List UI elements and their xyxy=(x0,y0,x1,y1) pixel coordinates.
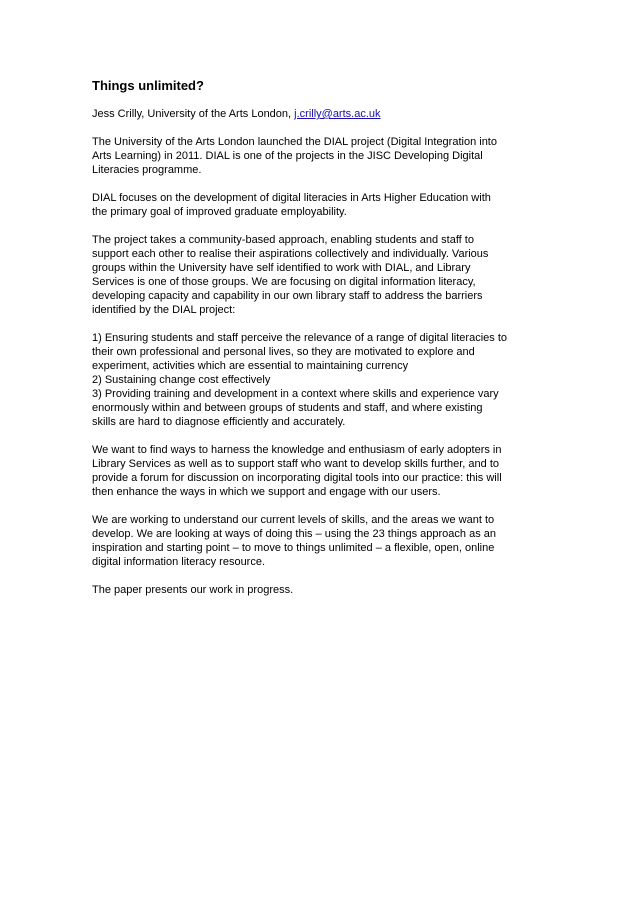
text-line: the primary goal of improved graduate employability. xyxy=(92,206,347,218)
paragraph-intro xyxy=(92,135,562,177)
text-line: Services is one of those groups. We are focusing on digital information literacy, xyxy=(92,276,476,288)
text-line: We want to find ways to harness the knowledge and enthusiasm of early adopters in xyxy=(92,444,502,456)
text-line: identified by the DIAL project: xyxy=(92,304,236,316)
list-line: skills are hard to diagnose efficiently and accurately. xyxy=(92,416,346,428)
text-line: DIAL focuses on the development of digital literacies in Arts Higher Education with xyxy=(92,192,491,204)
text-line: inspiration and starting point – to move to things unlimited – a flexible, open, online xyxy=(92,542,495,554)
paragraph-focus xyxy=(92,191,562,219)
text-line: digital information literacy resource. xyxy=(92,556,266,568)
text-line: groups within the University have self identified to work with DIAL, and Library xyxy=(92,262,471,274)
text-line: Library Services as well as to support staff who want to develop skills further, and to xyxy=(92,458,499,470)
list-line: 1) Ensuring students and staff perceive the relevance of a range of digital literacies to xyxy=(92,332,507,344)
barriers-list xyxy=(92,331,562,429)
text-line: provide a forum for discussion on incorporating digital tools into our practice: this will xyxy=(92,472,502,484)
text-line: develop. We are looking at ways of doing this – using the 23 things approach as an xyxy=(92,528,497,540)
text-line: The project takes a community-based approach, enabling students and staff to xyxy=(92,234,474,246)
list-line: experiment, activities which are essential to maintaining currency xyxy=(92,360,409,372)
paragraph-closing xyxy=(92,583,562,597)
list-line: 2) Sustaining change cost effectively xyxy=(92,374,271,386)
paragraph-work xyxy=(92,513,562,569)
text-line: support each other to realise their aspirations collectively and individually. Various xyxy=(92,248,489,260)
text-line: then enhance the ways in which we support and engage with our users. xyxy=(92,486,441,498)
text-line: The University of the Arts London launched the DIAL project (Digital Integration into xyxy=(92,136,497,148)
list-line: 3) Providing training and development in a context where skills and experience vary xyxy=(92,388,499,400)
document-title: Things unlimited? xyxy=(92,78,204,93)
text-line: Literacies programme. xyxy=(92,164,202,176)
list-line: their own professional and personal lives, so they are motivated to explore and xyxy=(92,346,475,358)
list-line: enormously within and between groups of students and staff, and where existing xyxy=(92,402,483,414)
paragraph-approach xyxy=(92,233,562,317)
author-text: Jess Crilly, University of the Arts London, xyxy=(92,108,295,120)
text-line: The paper presents our work in progress. xyxy=(92,584,294,596)
text-line: We are working to understand our current levels of skills, and the areas we want to xyxy=(92,514,495,526)
document-page xyxy=(92,78,562,611)
paragraph-goals xyxy=(92,443,562,499)
author-line xyxy=(92,107,562,121)
text-line: developing capacity and capability in our own library staff to address the barriers xyxy=(92,290,483,302)
author-email-link[interactable]: j.crilly@arts.ac.uk xyxy=(294,108,381,120)
text-line: Arts Learning) in 2011. DIAL is one of the projects in the JISC Developing Digital xyxy=(92,150,483,162)
